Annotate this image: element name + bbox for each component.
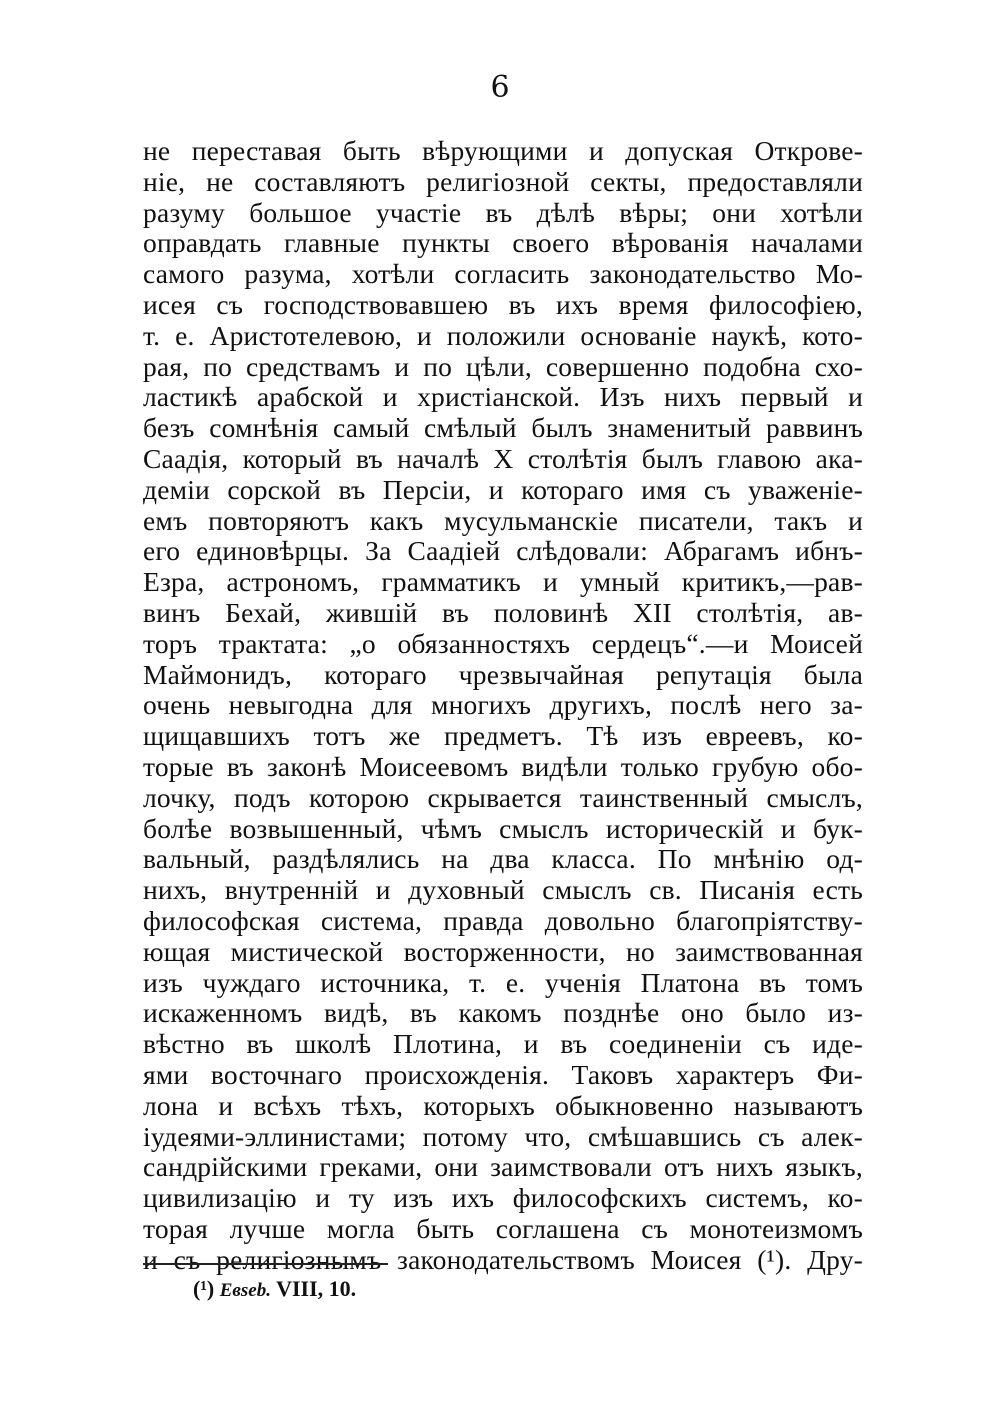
text-line: торая лучше могла быть соглашена съ монотеизмомъ	[143, 1212, 863, 1244]
text-line: Маймонидъ, котораго чрезвычайная репутація была	[143, 658, 863, 690]
text-line: лочку, подъ которою скрывается таинственный смыслъ,	[143, 781, 863, 813]
text-line: Саадія, который въ началѣ X столѣтія былъ главою ака-	[143, 442, 863, 474]
text-line: лона и всѣхъ тѣхъ, которыхъ обыкновенно называютъ	[143, 1089, 863, 1121]
text-line: цивилизацію и ту изъ ихъ философскихъ системъ, ко-	[143, 1182, 863, 1214]
text-line: Езра, астрономъ, грамматикъ и умный критикъ,—рав-	[143, 566, 863, 598]
text-line: ластикѣ арабской и христіанской. Изъ нихъ первый и	[143, 381, 863, 413]
text-line: нихъ, внутренній и духовный смыслъ св. Писанія есть	[143, 874, 863, 906]
text-line: торые въ законѣ Моисеевомъ видѣли только грубую обо-	[143, 750, 863, 782]
text-line: т. е. Аристотелевою, и положили основаніе наукѣ, кото-	[143, 319, 863, 351]
text-line: щищавшихъ тотъ же предметъ. Тѣ изъ евреевъ, ко-	[143, 720, 863, 752]
text-line: рая, по средствамъ и по цѣли, совершенно подобна схо-	[143, 350, 863, 382]
text-line: вальный, раздѣлялись на два класса. По мнѣнію од-	[143, 843, 863, 875]
footnote	[193, 1274, 356, 1306]
text-line: изъ чуждаго источника, т. е. ученія Платона въ томъ	[143, 966, 863, 998]
text-line: сандрійскими греками, они заимствовали отъ нихъ языкъ,	[143, 1151, 863, 1183]
text-line: разуму большое участіе въ дѣлѣ вѣры; они хотѣли	[143, 196, 863, 228]
text-line: искаженномъ видѣ, въ какомъ позднѣе оно было из-	[143, 997, 863, 1029]
footnote-reference: VIII, 10.	[276, 1276, 357, 1301]
text-line: іудеями-эллинистами; потому что, смѣшавшись съ алек-	[143, 1120, 863, 1152]
body-text	[143, 136, 863, 1275]
footnote-marker: (¹)	[193, 1276, 215, 1301]
text-line: и съ религіознымъ законодательствомъ Моисея (¹). Дру-	[143, 1243, 863, 1275]
text-line: ніе, не составляютъ религіозной секты, предоставляли	[143, 165, 863, 197]
text-line: исея съ господствовавшею въ ихъ время философіею,	[143, 288, 863, 320]
text-line: оправдать главные пункты своего вѣрованія началами	[143, 227, 863, 259]
text-line: ями восточнаго происхожденія. Таковъ характеръ Фи-	[143, 1058, 863, 1090]
text-line: деміи сорской въ Персіи, и котораго имя съ уваженіе-	[143, 473, 863, 505]
page-number: 6	[490, 70, 510, 105]
text-line: торъ трактата: „о обязанностяхъ сердецъ“.—и Моисей	[143, 627, 863, 659]
text-line: вѣстно въ школѣ Плотина, и въ соединеніи съ иде-	[143, 1028, 863, 1060]
text-line: ющая мистической восторженности, но заимствованная	[143, 935, 863, 967]
footnote-source: Eвseb.	[219, 1280, 271, 1301]
text-line: не переставая быть вѣрующими и допуская Открове-	[143, 135, 863, 166]
text-line: винъ Бехай, жившій въ половинѣ XII столѣтія, ав-	[143, 596, 863, 628]
text-line: безъ сомнѣнія самый смѣлый былъ знаменитый раввинъ	[143, 412, 863, 444]
text-line: его единовѣрцы. За Саадіей слѣдовали: Абрагамъ ибнъ-	[143, 535, 863, 567]
footnote-separator	[143, 1263, 388, 1265]
text-line: очень невыгодна для многихъ другихъ, послѣ него за-	[143, 689, 863, 721]
text-line: философская система, правда довольно благопріятству-	[143, 904, 863, 936]
text-line: самого разума, хотѣли согласить законодательство Мо-	[143, 258, 863, 290]
text-line: болѣе возвышенный, чѣмъ смыслъ историческій и бук-	[143, 812, 863, 844]
text-line: емъ повторяютъ какъ мусульманскіе писатели, такъ и	[143, 504, 863, 536]
